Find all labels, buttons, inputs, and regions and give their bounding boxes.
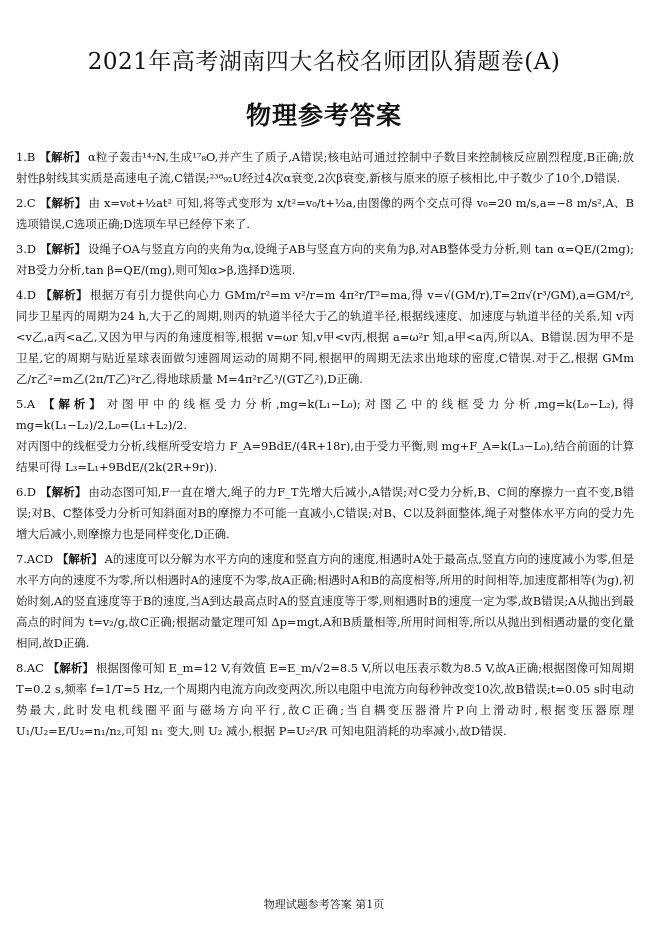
analysis-tag: 【解析】 (39, 196, 87, 210)
analysis-tag: 【解析】 (40, 288, 89, 302)
answer-key: ACD (26, 552, 53, 566)
question-number: 2. (16, 196, 27, 210)
analysis-tag: 【解析】 (40, 485, 87, 499)
exam-title: 2021年高考湖南四大名校名师团队猜题卷(A) (87, 49, 561, 75)
analysis-text: 由动态图可知,F一直在增大,绳子的力F_T先增大后减小,A错误;对C受力分析,B、C间的摩擦力一直不变,B错误;对B、C整体受力分析可知斜面对B的摩擦力不可能一直减小,C错误;对B、C以及斜面整体,绳子对整体水平方向的受力先增大后减小,则摩擦力也是同样变化,D正确. (16, 485, 634, 541)
question-number: 1. (16, 150, 27, 164)
answer-item (16, 239, 634, 281)
page-footer: 物理试题参考答案 第1页 (263, 898, 385, 911)
analysis-text: A的速度可以分解为水平方向的速度和竖直方向的速度,相遇时A处于最高点,竖直方向的速度减小为零,但是水平方向的速度不为零,所以相遇时A的速度不为零,故A正确;相遇时A和B的高度相等,所用的时间相等,加速度都相等(为g),初始时刻,A的竖直速度等于B的速度,当A到达最高点时A的竖直速度等于零,则相遇时B的速度一定为零,故B错误;A从抛出到最高点的时间为 t=v₂/g,故C正确;根据动量定理可知 Δp=mgt,A和B质量相等,所用时间相等,所以从抛出到相遇动量的变化量相同,故D正确. (16, 552, 634, 650)
answer-item (16, 147, 634, 189)
answer-paragraph (16, 193, 634, 235)
question-number: 4. (16, 288, 27, 302)
analysis-text: 设绳子OA与竖直方向的夹角为α,设绳子AB与竖直方向的夹角为β,对AB整体受力分析,则 tan α=QE/(2mg);对B受力分析,tan β=QE/(mg),则可知α>β,选择D选项. (16, 242, 634, 277)
analysis-tag: 【解析】 (40, 242, 86, 256)
question-number: 3. (16, 242, 27, 256)
question-number: 6. (16, 485, 27, 499)
answer-key: A (26, 397, 36, 411)
answer-key: C (26, 196, 36, 210)
answer-item (16, 549, 634, 654)
question-number: 8. (16, 661, 27, 675)
answer-key-title: 物理参考答案 (245, 101, 402, 130)
answer-item (16, 482, 634, 545)
answer-list (16, 147, 634, 746)
answer-key: D (26, 242, 37, 256)
analysis-text: 由 x=v₀t+½at² 可知,将等式变形为 x/t²=v₀/t+½a,由图像的两个交点可得 v₀=20 m/s,a=−8 m/s²,A、B选项错误,C选项正确;D选项车早已经停下来了. (16, 196, 634, 231)
answer-key: D (26, 288, 37, 302)
answer-paragraph (16, 436, 634, 478)
answer-paragraph (16, 239, 634, 281)
analysis-text: α粒子轰击¹⁴₇N,生成¹⁷₈O,并产生了质子,A错误;核电站可通过控制中子数目来控制核反应剧烈程度,B正确;放射性β射线其实质是高速电子流,C错误;²³⁸₉₂U经过4次α衰变,2次β衰变,新核与原来的原子核相比,中子数少了10个,D错误. (16, 150, 634, 185)
answer-key: D (26, 485, 37, 499)
analysis-text: 根据万有引力提供向心力 GMm/r²=m v²/r=m 4π²r/T²=ma,得 v=√(GM/r),T=2π√(r³/GM),a=GM/r²,同步卫星丙的周期为24 h,大于乙的周期,则丙的轨道半径大于乙的轨道半径,根据线速度、加速度与轨道半径的关系,知 v丙<v乙,a丙<a乙,又因为甲与丙的角速度相等,根据 v=ωr 知,v甲<v丙,根据 a=ω²r 知,a甲<a丙,所以A、B错误.因为甲不是卫星,它的周期与贴近星球表面做匀速圆周运动的周期不同,根据甲的周期无法求出地球的密度,C错误.对于乙,根据 GMm乙/r乙²=m乙(2π/T乙)²r乙,得地球质量 M=4π²r乙³/(GT乙²),D正确. (16, 288, 634, 386)
answer-item (16, 285, 634, 390)
answer-key: AC (26, 661, 44, 675)
analysis-text: 根据图像可知 E_m=12 V,有效值 E=E_m/√2=8.5 V,所以电压表示数为8.5 V,故A正确;根据图像可知周期 T=0.2 s,频率 f=1/T=5 Hz,一个周期内电流方向改变两次,所以电阻中电流方向每秒钟改变10次,故B错误;t=0.05 s时电动势最大,此时发电机线圈平面与磁场方向平行,故C正确;当自耦变压器滑片P向上滑动时,根据变压器原理 U₁/U₂=E/U₂=n₁/n₂,可知 n₁ 变大,则 U₂ 减小,根据 P=U₂²/R 可知电阻消耗的功率减小,故D错误. (16, 661, 634, 738)
analysis-text: 对图甲中的线框受力分析,mg=k(L₁−L₀);对图乙中的线框受力分析,mg=k(L₀−L₂),得 mg=k(L₁−L₂)/2,L₀=(L₁+L₂)/2. (16, 397, 634, 432)
analysis-tag: 【解析】 (56, 552, 103, 566)
analysis-tag: 【解析】 (39, 150, 86, 164)
analysis-tag: 【解析】 (39, 397, 105, 411)
answer-paragraph (16, 482, 634, 545)
analysis-tag: 【解析】 (47, 661, 94, 675)
answer-paragraph (16, 285, 634, 390)
answer-paragraph (16, 658, 634, 742)
answer-paragraph (16, 549, 634, 654)
answer-item (16, 394, 634, 478)
answer-key: B (26, 150, 36, 164)
question-number: 7. (16, 552, 27, 566)
answer-item (16, 193, 634, 235)
answer-paragraph (16, 394, 634, 436)
question-number: 5. (16, 397, 27, 411)
answer-paragraph (16, 147, 634, 189)
analysis-text: 对丙图中的线框受力分析,线框所受安培力 F_A=9BdE/(4R+18r),由于受力平衡,则 mg+F_A=k(L₃−L₀),结合前面的计算结果可得 L₃=L₁+9BdE/(2k(2R+9r)). (16, 439, 634, 474)
answer-item (16, 658, 634, 742)
